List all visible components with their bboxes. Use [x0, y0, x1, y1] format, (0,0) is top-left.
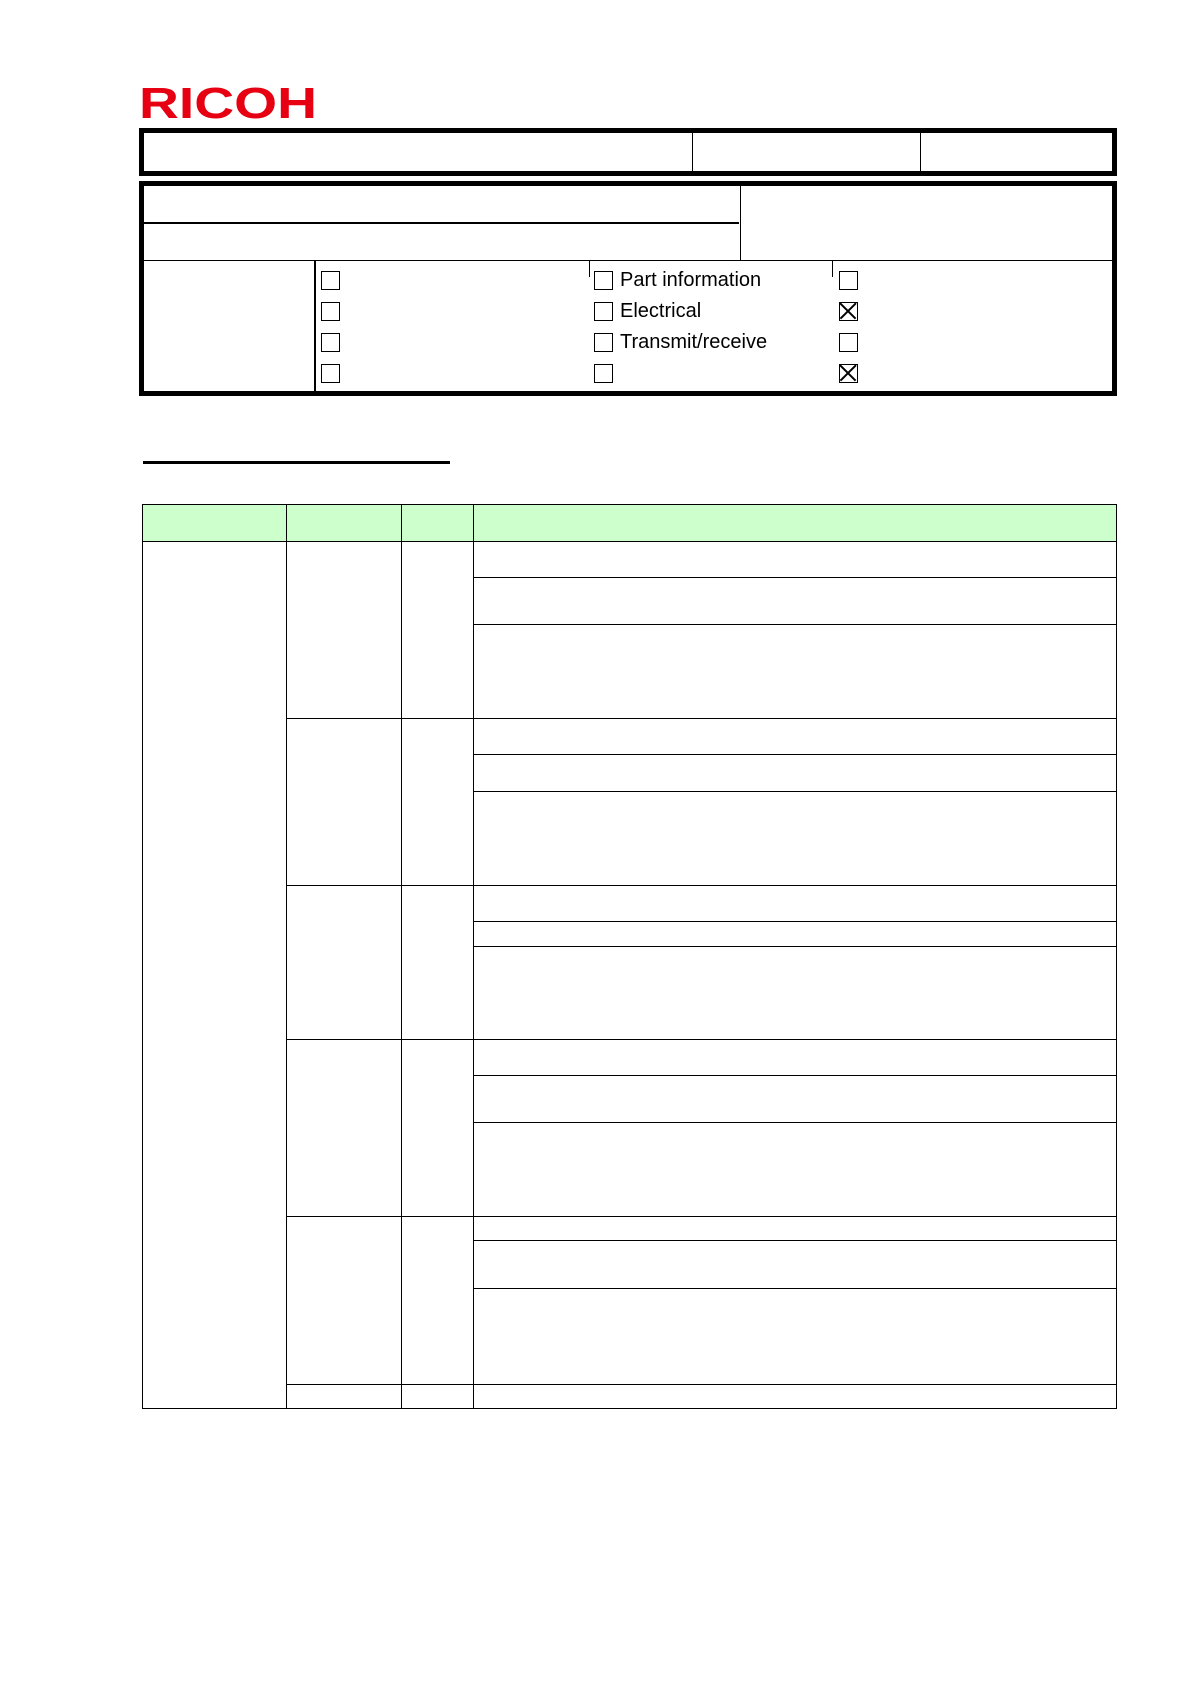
table-header: [143, 505, 1116, 542]
column-divider: [401, 505, 402, 1408]
row-divider: [286, 1384, 1116, 1385]
title-bar: [139, 128, 1117, 176]
checkbox[interactable]: [594, 364, 613, 383]
row-divider: [473, 921, 1116, 922]
divider: [920, 133, 921, 171]
row-divider: [473, 1122, 1116, 1123]
divider: [144, 260, 1112, 261]
divider: [832, 261, 833, 277]
checkbox-label: Part information: [620, 269, 762, 291]
ricoh-logo: [139, 82, 319, 126]
row-divider: [473, 1240, 1116, 1241]
checkbox[interactable]: [839, 271, 858, 290]
divider: [740, 186, 741, 261]
checkbox[interactable]: [321, 271, 340, 290]
checkbox[interactable]: [321, 333, 340, 352]
column-divider: [473, 505, 474, 1408]
row-divider: [473, 754, 1116, 755]
classification-panel: [139, 181, 1117, 396]
divider: [692, 133, 693, 171]
checkbox[interactable]: [321, 302, 340, 321]
row-divider: [473, 1288, 1116, 1289]
divider: [589, 261, 590, 277]
section-heading-underline: [143, 461, 450, 464]
checkbox[interactable]: [839, 333, 858, 352]
checkbox-electrical[interactable]: [594, 302, 613, 321]
row-divider: [473, 946, 1116, 947]
row-divider: [473, 1075, 1116, 1076]
logo-text: RICOH: [139, 82, 317, 126]
divider: [314, 261, 316, 391]
checkbox-transmit-receive[interactable]: [594, 333, 613, 352]
checkbox-part-information[interactable]: [594, 271, 613, 290]
row-divider: [286, 1216, 1116, 1217]
row-divider: [473, 624, 1116, 625]
row-divider: [286, 1039, 1116, 1040]
checkbox[interactable]: [321, 364, 340, 383]
checkbox-checked[interactable]: [839, 302, 858, 321]
row-divider: [286, 885, 1116, 886]
checkbox-label: Transmit/receive: [620, 331, 768, 353]
checkbox-checked[interactable]: [839, 364, 858, 383]
checkbox-label: Electrical: [620, 300, 702, 322]
row-divider: [286, 718, 1116, 719]
column-divider: [286, 505, 287, 1408]
row-divider: [473, 577, 1116, 578]
data-table: [142, 504, 1117, 1409]
row-divider: [473, 791, 1116, 792]
divider: [144, 222, 739, 224]
